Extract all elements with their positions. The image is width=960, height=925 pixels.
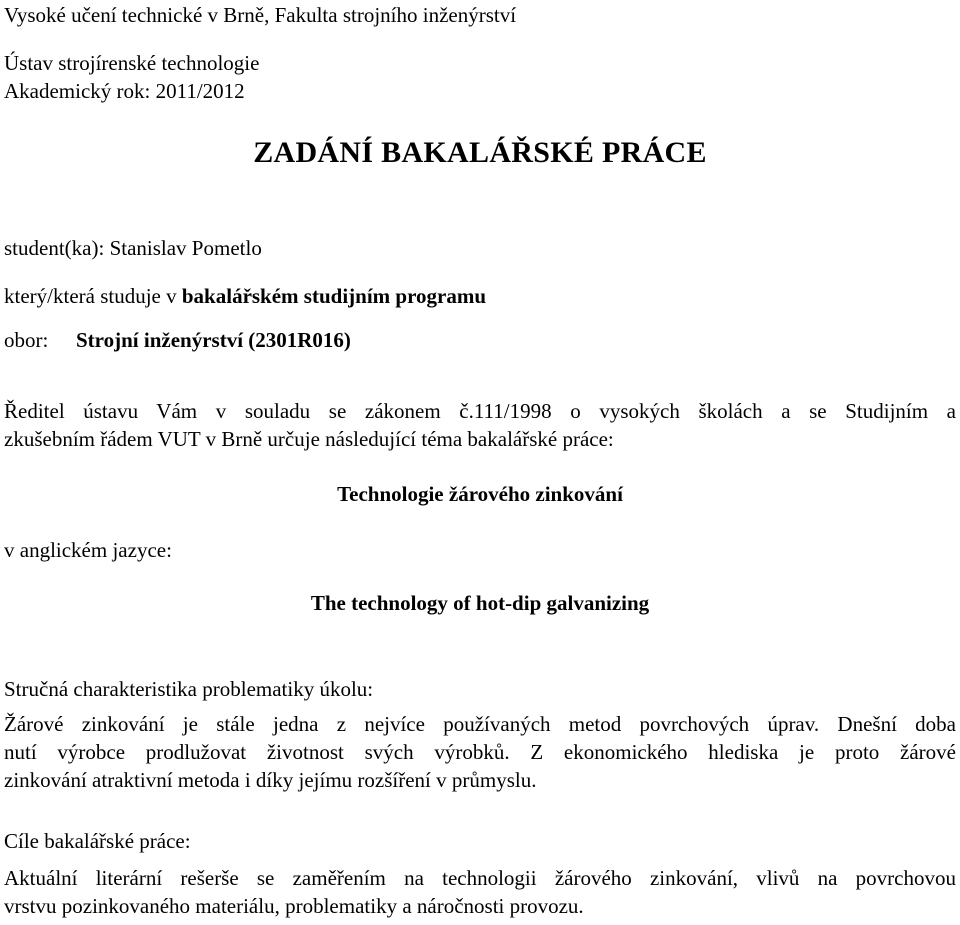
field-line (4, 327, 351, 353)
goals-line-1: Aktuální literární rešerše se zaměřením na technologii žárového zinkování, vlivů na povrchovou (4, 866, 956, 890)
page-title: ZADÁNÍ BAKALÁŘSKÉ PRÁCE (253, 136, 707, 169)
student-line (4, 235, 262, 261)
field-label: obor: (4, 328, 49, 352)
topic-czech: Technologie žárového zinkování (337, 482, 623, 506)
field-name: Strojní inženýrství (2301R016) (76, 328, 351, 352)
characteristics-line-1: Žárové zinkování je stále jedna z nejvíce používaných metod povrchových úprav. Dnešní doba (4, 712, 956, 736)
program-line (4, 283, 486, 309)
university-line: Vysoké učení technické v Brně, Fakulta strojního inženýrství (4, 3, 517, 27)
program-name: bakalářském studijním programu (181, 284, 487, 308)
english-label: v anglickém jazyce: (4, 538, 172, 562)
institute-line: Ústav strojírenské technologie (4, 51, 260, 75)
characteristics-line-2: nutí výrobce prodlužovat životnost svých výrobků. Z ekonomického hlediska je proto žárové (4, 740, 956, 764)
academic-year-line: Akademický rok: 2011/2012 (4, 79, 245, 103)
program-prefix: který/která studuje v (4, 284, 177, 308)
intro-line-1: Ředitel ústavu Vám v souladu se zákonem č.111/1998 o vysokých školách a se Studijním a (4, 399, 956, 423)
characteristics-line-3: zinkování atraktivní metoda i díky jejímu rozšíření v průmyslu. (4, 768, 537, 792)
characteristics-heading: Stručná charakteristika problematiky úkolu: (4, 677, 374, 701)
student-label: student(ka): (4, 236, 105, 260)
goals-line-2: vrstvu pozinkovaného materiálu, problematiky a náročnosti provozu. (4, 894, 584, 918)
student-name: Stanislav Pometlo (109, 236, 262, 260)
topic-english: The technology of hot-dip galvanizing (310, 591, 650, 615)
intro-line-2: zkušebním řádem VUT v Brně určuje následující téma bakalářské práce: (4, 427, 614, 451)
goals-heading: Cíle bakalářské práce: (4, 829, 191, 853)
